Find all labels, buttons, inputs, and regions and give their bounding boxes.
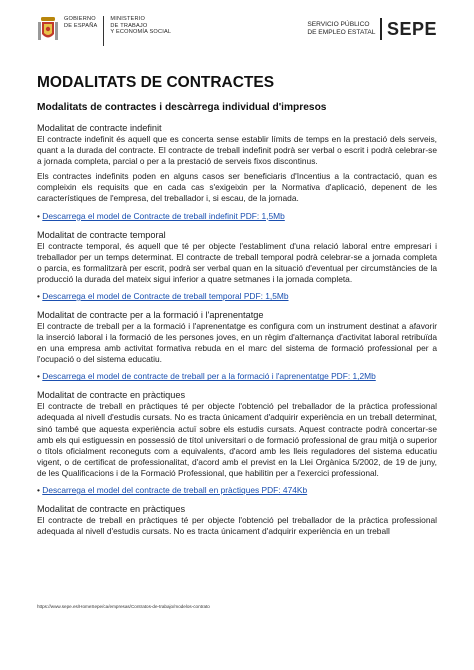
download-link[interactable]: Descarrega el model de Contracte de treball indefinit PDF: 1,5Mb: [42, 210, 285, 221]
download-item: • Descarrega el model del contracte de treball en pràctiques PDF: 474Kb: [37, 484, 308, 495]
footer-url: https://www.sepe.es/HomeSepe/ca/empresas/Contratos-de-trabajo/modelos-contrato: [37, 604, 210, 609]
government-label: [64, 16, 97, 29]
page-header: [37, 16, 437, 58]
section-title: Modalitat de contracte en pràctiques: [37, 503, 186, 514]
paragraph: El contracte temporal, és aquell que té per objecte l'establiment d'una relació laboral entre empresari i treballador per un temps determinat. El contracte de treball temporal podrà celebrar-se a jornada completa o parcia, es formalitzarà per escrit, podrà ser verbal quan en la situació d'eventual per circumstàncies de la producció la durada del mateix sigui inferior a quatre setmanes i la jornada completa.: [37, 240, 437, 284]
section-title: Modalitat de contracte temporal: [37, 229, 166, 240]
paragraph: Els contractes indefinits poden en alguns casos ser beneficiaris d'Incentius a la contractació, quan es compleixin els requisits que en cada cas s'exigeixin per la Normativa d'aplicació, depenent de les característiques de l'empresa, del treballador i, si escau, de la jornada.: [37, 171, 437, 204]
gov-line-2: DE ESPAÑA: [64, 22, 98, 29]
main-content: [37, 74, 437, 537]
sepe-divider: [380, 18, 382, 40]
ministry-line-1: MINISTERIO: [110, 16, 146, 22]
section-temporary: [37, 230, 437, 302]
download-item: • Descarrega el model de Contracte de treball indefinit PDF: 1,5Mb: [37, 210, 285, 221]
section-training: [37, 310, 437, 382]
download-item: • Descarrega el model de Contracte de treball temporal PDF: 1,5Mb: [37, 290, 289, 301]
paragraph: El contracte indefinit és aquell que es concerta sense establir límits de temps en la prestació dels serveis, quant a la durada del contracte. El contracte de treball indefinit podrà ser verbal o escrit i podrà celebrar-se a jornada completa, parcial o per a la prestació de serveis fixos discontinus.: [37, 134, 437, 167]
sepe-line-2: DE EMPLEO ESTATAL: [307, 29, 376, 36]
section-title: Modalitat de contracte per a la formació i l'aprenentatge: [37, 309, 264, 320]
download-item: • Descarrega el model de contracte de treball per a la formació i l'aprenentatge PDF: 1,2Mb: [37, 371, 376, 382]
download-link[interactable]: Descarrega el model de Contracte de treball temporal PDF: 1,5Mb: [42, 290, 289, 301]
paragraph: El contracte de treball per a la formació i l'aprenentatge es configura com un instrument destinat a afavorir la inserció laboral i la formació de les persones joves, en un règim d'alternança d'activitat laboral retribuïda en una empresa amb activitat formativa rebuda en el marc del sistema de formació professional per a l'ocupació o del sistema educatiu.: [37, 320, 437, 365]
section-internship-2: [37, 504, 437, 537]
page-subtitle: Modalitats de contractes i descàrrega individual d'impresos: [37, 102, 327, 113]
gov-line-1: GOBIERNO: [64, 16, 96, 22]
coat-of-arms-icon: [37, 16, 59, 44]
divider: [103, 16, 104, 46]
government-logo: [37, 16, 171, 46]
ministry-line-2: DE TRABAJO: [110, 22, 148, 29]
sepe-line-1: SERVICIO PÚBLICO: [307, 21, 370, 28]
ministry-line-3: Y ECONOMÍA SOCIAL: [110, 29, 172, 36]
page-title: MODALITATS DE CONTRACTES: [37, 74, 275, 91]
paragraph: El contracte de treball en pràctiques té per objecte l'obtenció pel treballador de la pràctica professional adequada al nivell d'estudis cursats. No es tracta únicament d'adquirir experiència en un treball: [37, 514, 437, 537]
section-title: Modalitat de contracte en pràctiques: [37, 390, 186, 401]
paragraph: El contracte de treball en pràctiques té per objecte l'obtenció pel treballador de la pràctica professional adequada al nivell d'estudis cursats. No es tracta únicament d'adquirir experiència en un treball determinat, sinó també que aquesta experiència actuï sobre els estudis cursats. Aquest contracte podrà concertar-se amb els qui estiguessin en possessió de títol universitari o de formació professional de grau mitjà o superior o títols oficialment reconeguts com a equivalents, d'acord amb les lleis reguladores del sistema educatiu vigent, o de certificat de professionalitat, d'acord amb el previst en la Llei Orgànica 5/2002, de 19 de juny, de les Qualificacions i de la Formació Professional, que habilitin per a l'exercici professional.: [37, 401, 437, 478]
sepe-logo-block: [307, 18, 437, 40]
download-link[interactable]: Descarrega el model de contracte de treball per a la formació i l'aprenentatge PDF: 1,2Mb: [42, 371, 376, 382]
section-internship: [37, 390, 437, 496]
ministry-label: [110, 16, 171, 36]
section-indefinite: [37, 123, 437, 222]
section-title: Modalitat de contracte indefinit: [37, 123, 162, 133]
sepe-logo: SEPE: [386, 18, 437, 39]
sepe-full-name: [307, 21, 375, 37]
download-link[interactable]: Descarrega el model del contracte de treball en pràctiques PDF: 474Kb: [42, 484, 308, 495]
